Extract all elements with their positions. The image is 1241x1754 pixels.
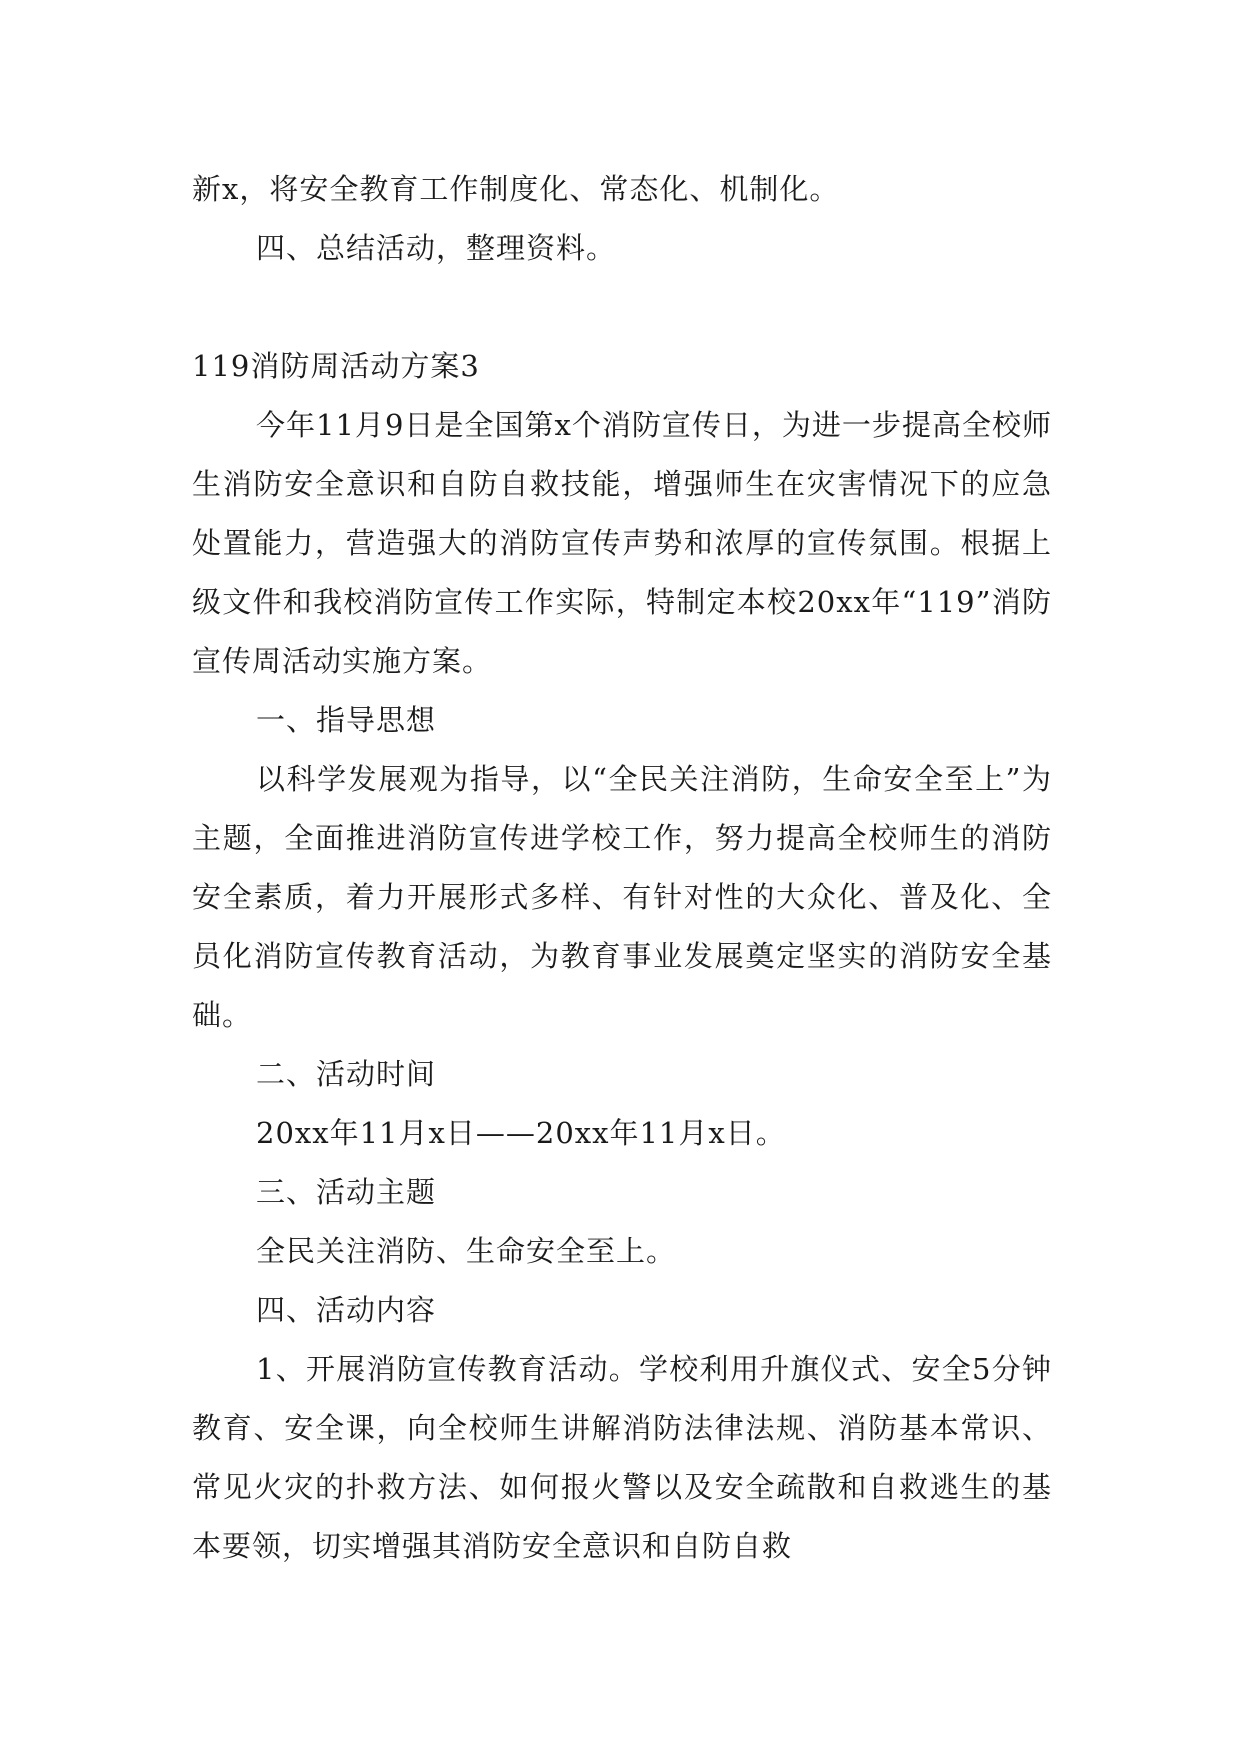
heading-guiding-thought: 一、指导思想 bbox=[256, 703, 437, 737]
paragraph-gap bbox=[192, 278, 1052, 337]
activity-theme-text: 全民关注消防、生命安全至上。 bbox=[256, 1234, 677, 1268]
heading-activity-time: 二、活动时间 bbox=[256, 1057, 437, 1091]
summary-heading: 四、总结活动，整理资料。 bbox=[256, 231, 617, 265]
section-title: 119消防周活动方案3 bbox=[192, 349, 480, 383]
document-body bbox=[192, 160, 1052, 1576]
continued-line: 新x，将安全教育工作制度化、常态化、机制化。 bbox=[192, 172, 840, 206]
heading-activity-content: 四、活动内容 bbox=[256, 1293, 437, 1327]
guiding-thought-paragraph: 以科学发展观为指导，以“全民关注消防，生命安全至上”为主题，全面推进消防宣传进学校工作，努力提高全校师生的消防安全素质，着力开展形式多样、有针对性的大众化、普及化、全员化消防宣传教育活动，为教育事业发展奠定坚实的消防安全基础。 bbox=[192, 762, 1052, 1032]
activity-time-text: 20xx年11月x日——20xx年11月x日。 bbox=[256, 1116, 786, 1150]
heading-activity-theme: 三、活动主题 bbox=[256, 1175, 437, 1209]
activity-content-paragraph: 1、开展消防宣传教育活动。学校利用升旗仪式、安全5分钟教育、安全课，向全校师生讲解消防法律法规、消防基本常识、常见火灾的扑救方法、如何报火警以及安全疏散和自救逃生的基本要领，切实增强其消防安全意识和自防自救 bbox=[192, 1352, 1052, 1563]
intro-paragraph: 今年11月9日是全国第x个消防宣传日，为进一步提高全校师生消防安全意识和自防自救技能，增强师生在灾害情况下的应急处置能力，营造强大的消防宣传声势和浓厚的宣传氛围。根据上级文件和我校消防宣传工作实际，特制定本校20xx年“119”消防宣传周活动实施方案。 bbox=[192, 408, 1052, 678]
